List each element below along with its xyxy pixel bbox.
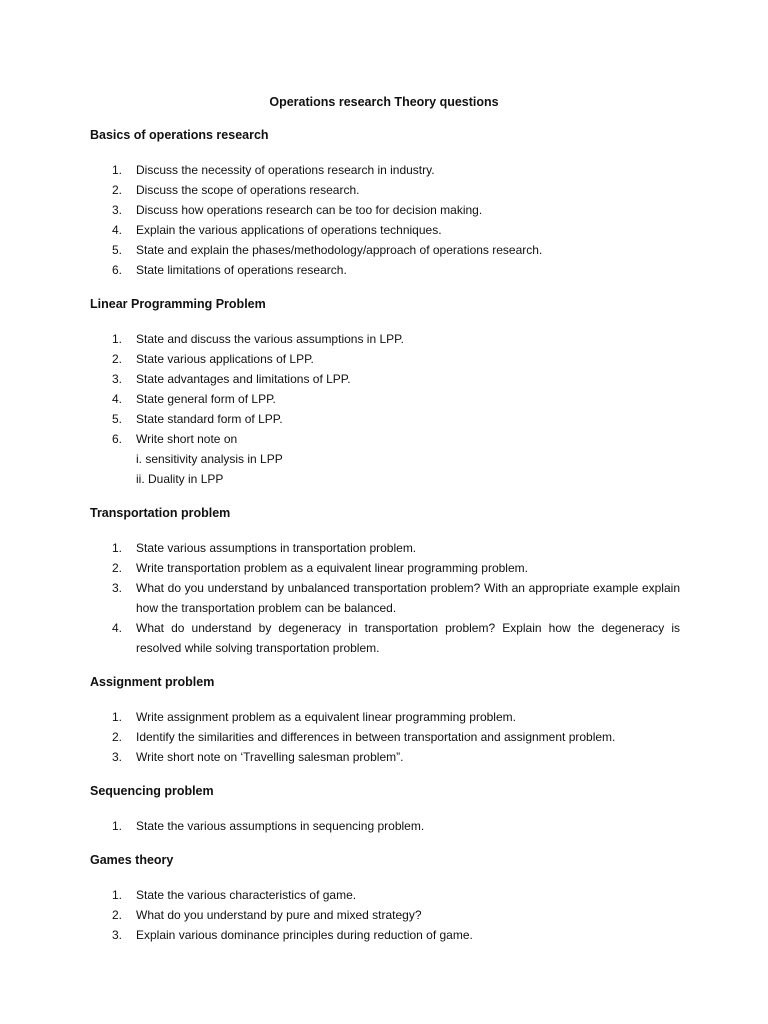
item-number: 3.	[112, 203, 123, 217]
item-text: What do you understand by pure and mixed strategy?	[136, 908, 422, 922]
list-item	[90, 707, 680, 727]
item-text: State various assumptions in transportation problem.	[136, 541, 417, 555]
section-heading: Sequencing problem	[90, 784, 214, 798]
list-item	[90, 618, 680, 658]
item-text: Write transportation problem as a equivalent linear programming problem.	[136, 561, 528, 575]
list-item	[90, 200, 680, 220]
section-basics	[90, 127, 680, 280]
item-text: Discuss how operations research can be too for decision making.	[136, 203, 483, 217]
section-transportation	[90, 505, 680, 658]
question-list	[90, 160, 680, 280]
item-text: State and discuss the various assumptions in LPP.	[136, 332, 404, 346]
document-body	[90, 127, 680, 961]
item-number: 3.	[112, 928, 123, 942]
item-number: 2.	[112, 730, 123, 744]
item-number: 5.	[112, 243, 123, 257]
item-text: Identify the similarities and differences in between transportation and assignment problem.	[136, 730, 616, 744]
item-number: 4.	[112, 621, 123, 635]
question-list	[90, 538, 680, 658]
item-number: 2.	[112, 352, 123, 366]
item-text: What do understand by degeneracy in transportation problem? Explain how the degeneracy is resolved while solving transportation problem.	[136, 621, 680, 655]
list-item	[90, 260, 680, 280]
question-list	[90, 816, 680, 836]
list-item	[90, 885, 680, 905]
item-number: 4.	[112, 223, 123, 237]
item-text: State standard form of LPP.	[136, 412, 283, 426]
item-text: Discuss the scope of operations research.	[136, 183, 360, 197]
item-text: What do you understand by unbalanced transportation problem? With an appropriate example explain how the transportation problem can be balanced.	[136, 581, 680, 615]
item-number: 1.	[112, 541, 123, 555]
list-item	[90, 220, 680, 240]
section-games-theory	[90, 852, 680, 945]
item-text: Write short note on	[136, 432, 238, 446]
list-item	[90, 905, 680, 925]
item-number: 2.	[112, 561, 123, 575]
sub-list-item: i. sensitivity analysis in LPP	[136, 452, 283, 466]
item-text: Explain various dominance principles during reduction of game.	[136, 928, 473, 942]
item-number: 2.	[112, 183, 123, 197]
question-list	[90, 329, 680, 489]
list-item	[90, 747, 680, 767]
list-item	[90, 389, 680, 409]
section-heading: Assignment problem	[90, 675, 215, 689]
item-text: State general form of LPP.	[136, 392, 276, 406]
item-number: 2.	[112, 908, 123, 922]
item-number: 3.	[112, 750, 123, 764]
item-number: 6.	[112, 432, 123, 446]
item-text: State the various characteristics of game.	[136, 888, 357, 902]
item-text: Explain the various applications of operations techniques.	[136, 223, 442, 237]
document-title: Operations research Theory questions	[269, 95, 499, 109]
item-number: 5.	[112, 412, 123, 426]
item-number: 6.	[112, 263, 123, 277]
list-item	[90, 925, 680, 945]
list-item	[90, 409, 680, 429]
section-sequencing	[90, 783, 680, 836]
list-item	[90, 349, 680, 369]
list-item	[90, 727, 680, 747]
item-text: State various applications of LPP.	[136, 352, 314, 366]
item-number: 3.	[112, 581, 123, 595]
item-number: 1.	[112, 888, 123, 902]
item-text: State the various assumptions in sequencing problem.	[136, 819, 425, 833]
item-number: 1.	[112, 332, 123, 346]
item-text: State advantages and limitations of LPP.	[136, 372, 351, 386]
list-item	[90, 429, 680, 489]
item-text: State limitations of operations research.	[136, 263, 347, 277]
item-text: Write short note on ‘Travelling salesman problem”.	[136, 750, 404, 764]
list-item	[90, 160, 680, 180]
section-assignment	[90, 674, 680, 767]
list-item	[90, 538, 680, 558]
item-number: 4.	[112, 392, 123, 406]
section-linear-programming	[90, 296, 680, 489]
item-text: State and explain the phases/methodology/approach of operations research.	[136, 243, 543, 257]
list-item	[90, 578, 680, 618]
item-number: 1.	[112, 819, 123, 833]
question-list	[90, 707, 680, 767]
item-text: Discuss the necessity of operations research in industry.	[136, 163, 435, 177]
list-item	[90, 816, 680, 836]
section-heading: Basics of operations research	[90, 128, 269, 142]
section-heading: Transportation problem	[90, 506, 231, 520]
section-heading: Games theory	[90, 853, 174, 867]
item-number: 1.	[112, 163, 123, 177]
list-item	[90, 180, 680, 200]
item-text: Write assignment problem as a equivalent linear programming problem.	[136, 710, 516, 724]
sub-list-item: ii. Duality in LPP	[136, 472, 224, 486]
list-item	[90, 240, 680, 260]
list-item	[90, 558, 680, 578]
item-number: 1.	[112, 710, 123, 724]
sub-list	[90, 449, 680, 489]
list-item	[90, 329, 680, 349]
section-heading: Linear Programming Problem	[90, 297, 266, 311]
item-number: 3.	[112, 372, 123, 386]
question-list	[90, 885, 680, 945]
list-item	[90, 369, 680, 389]
